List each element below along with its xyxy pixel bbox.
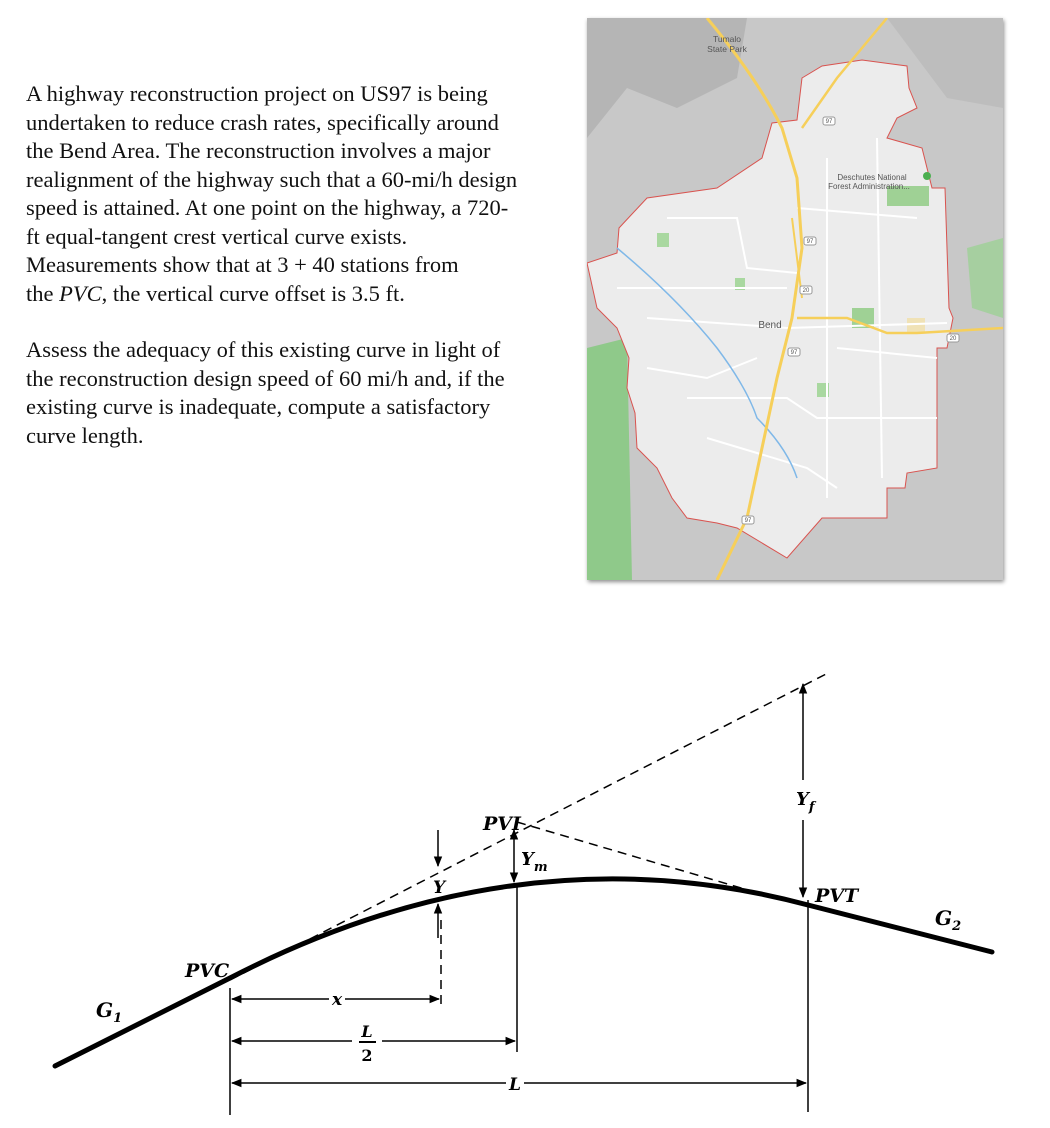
text-line: existing curve is inadequate, compute a satisfactory bbox=[26, 394, 491, 419]
route-shield-label: 97 bbox=[825, 119, 833, 125]
forest-label: Deschutes National bbox=[837, 173, 907, 182]
text-line: the reconstruction design speed of 60 mi/h and, if the bbox=[26, 365, 505, 391]
ym-subscript: m bbox=[533, 860, 548, 875]
g2-label bbox=[935, 906, 961, 934]
park-area bbox=[657, 233, 669, 247]
map-canvas bbox=[587, 18, 1003, 580]
park-label: Tumalo bbox=[712, 34, 742, 44]
city-label: Bend bbox=[758, 320, 782, 331]
park-label: State Park bbox=[707, 44, 747, 54]
text-line: curve length. bbox=[26, 422, 144, 448]
route-shield-label: 20 bbox=[949, 336, 957, 342]
problem-paragraph-2 bbox=[26, 336, 571, 450]
g1-letter: G bbox=[96, 998, 114, 1022]
l-label: L bbox=[509, 1075, 521, 1095]
half-l-denominator: 2 bbox=[361, 1046, 373, 1065]
problem-paragraph-1 bbox=[26, 80, 571, 308]
pvc-term: PVC bbox=[59, 280, 102, 306]
text-line: realignment of the highway such that a 60-mi/h design bbox=[26, 166, 518, 192]
x-label: x bbox=[332, 990, 343, 1010]
text-line: Assess the adequacy of this existing curve in light of bbox=[26, 337, 501, 362]
problem-statement bbox=[26, 80, 571, 478]
text-fragment: , the vertical curve offset is 3.5 ft. bbox=[101, 280, 405, 306]
yf-subscript: f bbox=[808, 800, 815, 815]
ym-label bbox=[521, 849, 548, 875]
route-shield-label: 97 bbox=[790, 350, 798, 356]
forest-area bbox=[967, 238, 1003, 318]
text-line: undertaken to reduce crash rates, specifically around bbox=[26, 109, 499, 135]
vertical-curve-diagram bbox=[0, 600, 1050, 1128]
tangent-g1-extension bbox=[230, 672, 830, 980]
pvt-label: PVT bbox=[815, 885, 859, 907]
forest-area bbox=[587, 338, 632, 580]
text-line: ft equal-tangent crest vertical curve exists. bbox=[26, 223, 408, 249]
text-fragment: the bbox=[26, 280, 60, 306]
route-shield-label: 97 bbox=[744, 518, 752, 524]
g1-label bbox=[96, 998, 122, 1026]
half-l-numerator: L bbox=[361, 1022, 373, 1041]
yf-label bbox=[796, 789, 817, 815]
text-line: Measurements show that at 3 + 40 stations from bbox=[26, 252, 459, 277]
ym-letter: Y bbox=[521, 849, 534, 870]
g1-subscript: 1 bbox=[113, 1011, 123, 1026]
g2-letter: G bbox=[935, 906, 953, 930]
bend-area-map bbox=[587, 18, 1003, 580]
text-line: A highway reconstruction project on US97 is being bbox=[26, 81, 488, 106]
pvi-label: PVI bbox=[483, 813, 521, 835]
pvc-label: PVC bbox=[185, 960, 230, 982]
g2-subscript: 2 bbox=[952, 919, 962, 934]
text-line: speed is attained. At one point on the highway, a 720- bbox=[26, 195, 509, 220]
yf-letter: Y bbox=[796, 789, 809, 810]
route-shield-label: 20 bbox=[802, 288, 810, 294]
text-line bbox=[26, 280, 571, 309]
location-pin-icon bbox=[923, 172, 931, 180]
text-line: the Bend Area. The reconstruction involves a major bbox=[26, 138, 491, 163]
route-shield-label: 97 bbox=[806, 239, 814, 245]
forest-label: Forest Administration... bbox=[828, 182, 910, 191]
y-label: Y bbox=[433, 878, 446, 898]
